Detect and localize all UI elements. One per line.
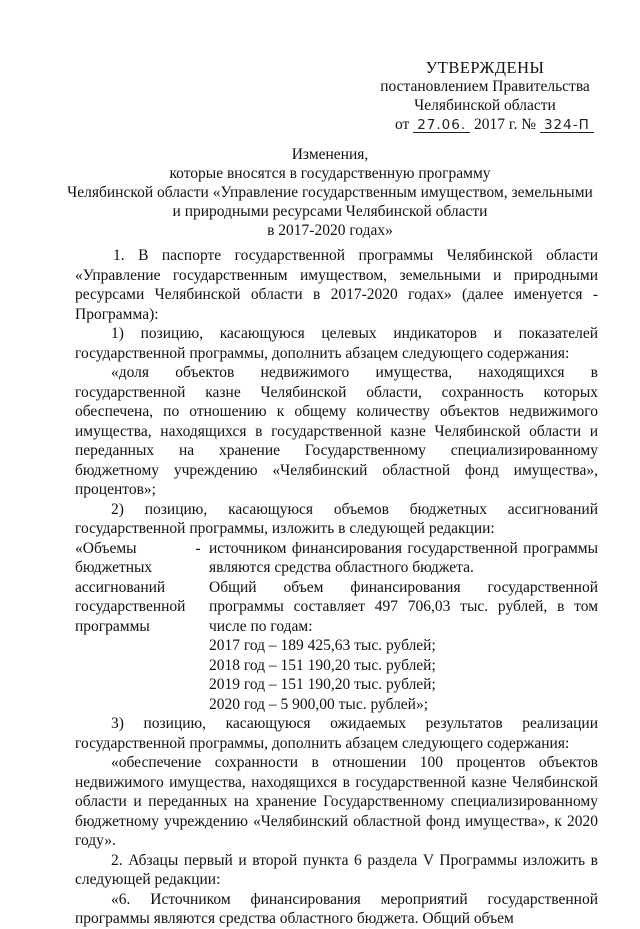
table-right-cell: [209, 539, 598, 715]
paragraph-4: 2) позицию, касающуюся объемов бюджетных ассигнований государственной программы, изложить в следующей редакции:: [75, 500, 598, 537]
year-2017: 2017 год – 189 425,63 тыс. рублей;: [209, 637, 436, 654]
paragraph-5: 3) позицию, касающуюся ожидаемых результатов реализации государственной программы, дополнить абзацем следующего содержания:: [75, 715, 598, 752]
paragraph-1: 1. В паспорте государственной программы Челябинской области «Управление государственным имуществом, земельными и природными ресурсами Челябинской области в 2017-2020 годах» (далее именуется - Программа):: [75, 247, 598, 323]
table-left-cell: «Объемы бюджетных ассигнований государственной программы: [75, 539, 186, 635]
title-line-4: и природными ресурсами Челябинской области: [172, 203, 488, 220]
approval-heading: УТВЕРЖДЕНЫ: [425, 58, 545, 77]
handwritten-number: 324-П: [540, 118, 594, 133]
document-body: [75, 246, 598, 929]
paragraph-2: 1) позицию, касающуюся целевых индикаторов и показателей государственной программы, дополнить абзацем следующего содержания:: [75, 325, 598, 362]
table-dash: -: [195, 539, 201, 557]
document-title: [60, 145, 600, 240]
approval-block: [360, 58, 610, 134]
table-row-1: источником финансирования государственной программы являются средства областного бюджета.: [209, 539, 598, 576]
year-text: 2017 г. №: [474, 116, 537, 133]
year-2020: 2020 год – 5 900,00 тыс. рублей»;: [209, 695, 429, 713]
approval-line-1: постановлением Правительства: [380, 78, 590, 95]
financing-table: [75, 539, 598, 715]
title-line-2: которые вносятся в государственную программу: [169, 165, 491, 182]
approval-line-2: Челябинской области: [414, 97, 556, 114]
handwritten-date: 27.06.: [413, 118, 470, 133]
table-row-2: Общий объем финансирования государственной программы составляет 497 706,03 тыс. рублей, в том числе по годам:: [209, 578, 598, 635]
year-2018: 2018 год – 151 190,20 тыс. рублей;: [209, 656, 436, 674]
paragraph-7: 2. Абзацы первый и второй пункта 6 раздела V Программы изложить в следующей редакции:: [75, 851, 598, 888]
title-line-3: Челябинской области «Управление государственным имуществом, земельными: [67, 184, 593, 201]
paragraph-6: «обеспечение сохранности в отношении 100 процентов объектов недвижимого имущества, находящихся в государственной казне Челябинской области и переданных на хранение Государственному специализированному бюджетному учреждению «Челябинский областной фонд имущества», к 2020 году».: [75, 754, 598, 849]
approval-date-line: [395, 115, 635, 134]
year-2019: 2019 год – 151 190,20 тыс. рублей;: [209, 676, 436, 693]
date-prefix: от: [395, 116, 410, 133]
title-line-1: Изменения,: [291, 146, 369, 163]
title-line-5: в 2017-2020 годах»: [267, 222, 393, 239]
paragraph-8: «6. Источником финансирования мероприятий государственной программы являются средства областного бюджета. Общий объем: [75, 890, 598, 927]
paragraph-3: «доля объектов недвижимого имущества, находящихся в государственной казне Челябинской области, сохранность которых обеспечена, по отношению к общему количеству объектов недвижимого имущества, находящихся в государственной казне Челябинской области и переданных на хранение Государственному специализированному бюджетному учреждению «Челябинский областной фонд имущества», процентов»;: [75, 364, 598, 498]
